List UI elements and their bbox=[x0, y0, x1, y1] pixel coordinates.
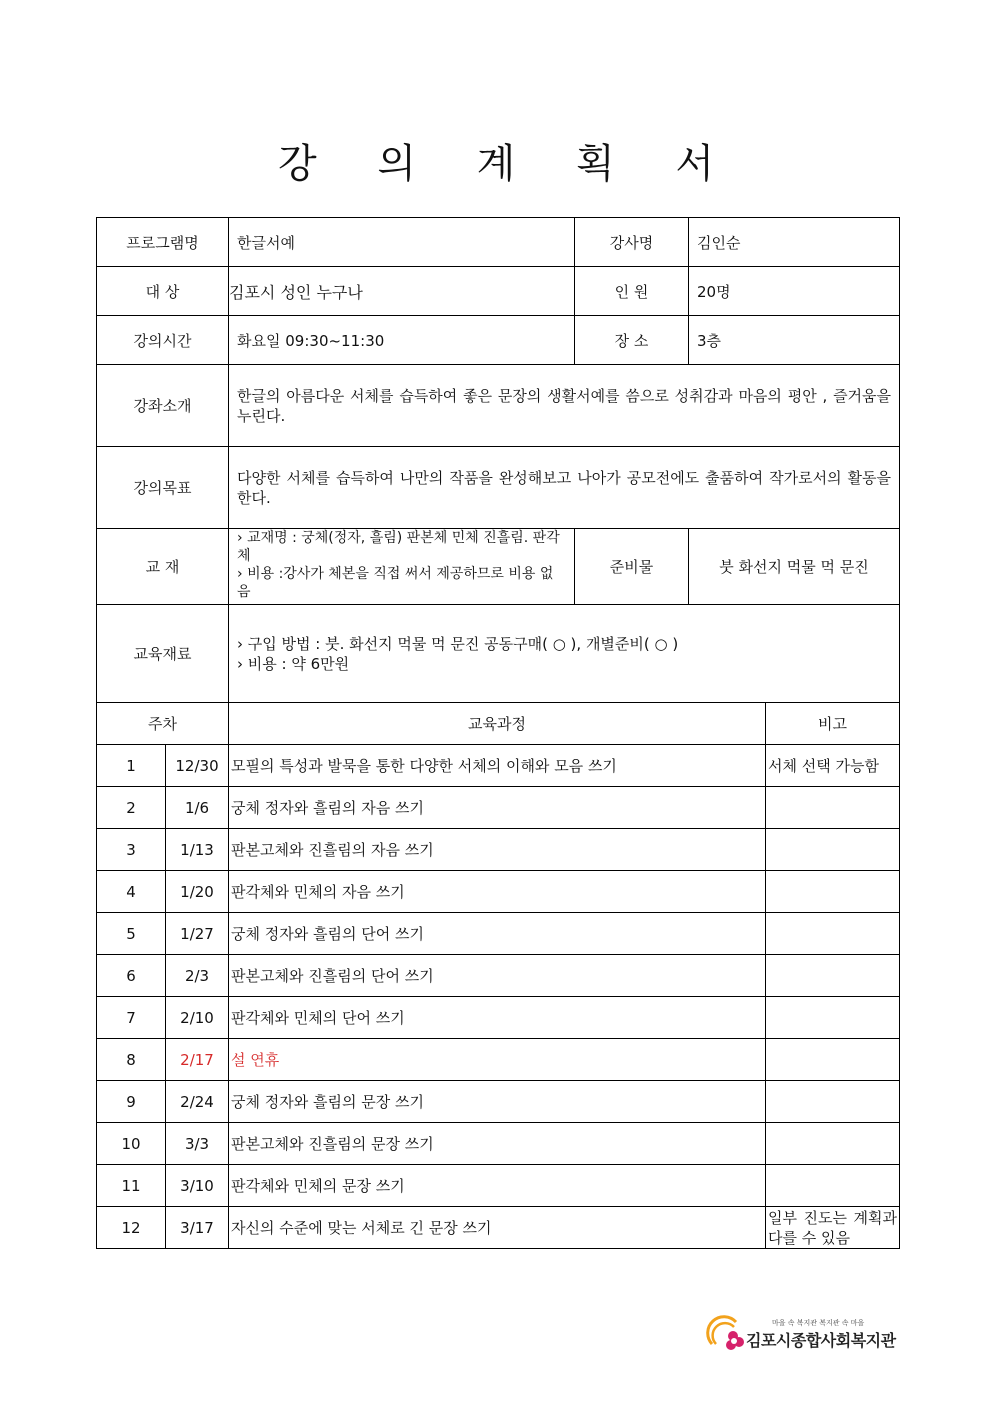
week-number: 1 bbox=[97, 745, 166, 787]
week-date: 12/30 bbox=[166, 745, 229, 787]
schedule-row bbox=[97, 955, 900, 997]
lecture-plan-table bbox=[96, 217, 900, 1249]
textbook-label: 교 재 bbox=[97, 529, 229, 605]
materials-label: 교육재료 bbox=[97, 605, 229, 703]
note-header: 비고 bbox=[766, 703, 900, 745]
week-date: 2/3 bbox=[166, 955, 229, 997]
schedule-row bbox=[97, 871, 900, 913]
course-content: 궁체 정자와 흘림의 자음 쓰기 bbox=[229, 787, 766, 829]
schedule-row bbox=[97, 1207, 900, 1249]
schedule-row bbox=[97, 745, 900, 787]
logo-name: 김포시종합사회복지관 bbox=[746, 1331, 896, 1350]
place-label: 장 소 bbox=[575, 316, 689, 365]
week-number: 8 bbox=[97, 1039, 166, 1081]
week-date: 1/6 bbox=[166, 787, 229, 829]
note-cell bbox=[766, 1039, 900, 1081]
week-number: 10 bbox=[97, 1123, 166, 1165]
week-date: 2/17 bbox=[166, 1039, 229, 1081]
week-date: 3/10 bbox=[166, 1165, 229, 1207]
week-number: 3 bbox=[97, 829, 166, 871]
instructor-value: 김인순 bbox=[689, 218, 900, 267]
info-row-program bbox=[97, 218, 900, 267]
textbook-value bbox=[229, 529, 575, 605]
welfare-center-logo bbox=[706, 1312, 902, 1362]
goal-value: 다양한 서체를 습득하여 나만의 작품을 완성해보고 나아가 공모전에도 출품하여 작가로서의 활동을 한다. bbox=[229, 447, 900, 529]
materials-value bbox=[229, 605, 900, 703]
info-row-textbook bbox=[97, 529, 900, 605]
intro-value: 한글의 아름다운 서체를 습득하여 좋은 문장의 생활서예를 씀으로 성취감과 마음의 평안 , 즐거움을 누린다. bbox=[229, 365, 900, 447]
week-header: 주차 bbox=[97, 703, 229, 745]
program-value: 한글서예 bbox=[229, 218, 575, 267]
note-cell: 서체 선택 가능함 bbox=[766, 745, 900, 787]
week-number: 5 bbox=[97, 913, 166, 955]
target-value: 김포시 성인 누구나 bbox=[229, 267, 575, 316]
note-cell bbox=[766, 871, 900, 913]
prep-value: 붓 화선지 먹물 먹 문진 bbox=[689, 529, 900, 605]
intro-label: 강좌소개 bbox=[97, 365, 229, 447]
note-cell: 일부 진도는 계획과 다를 수 있음 bbox=[766, 1207, 900, 1249]
page-title: 강 의 계 획 서 bbox=[277, 141, 739, 187]
info-row-materials bbox=[97, 605, 900, 703]
week-date: 1/20 bbox=[166, 871, 229, 913]
course-content: 궁체 정자와 흘림의 단어 쓰기 bbox=[229, 913, 766, 955]
textbook-cost: › 비용 :강사가 체본을 직접 써서 제공하므로 비용 없음 bbox=[237, 566, 554, 600]
week-number: 9 bbox=[97, 1081, 166, 1123]
target-label: 대 상 bbox=[97, 267, 229, 316]
info-row-time bbox=[97, 316, 900, 365]
people-label: 인 원 bbox=[575, 267, 689, 316]
program-label: 프로그램명 bbox=[97, 218, 229, 267]
course-content: 궁체 정자와 흘림의 문장 쓰기 bbox=[229, 1081, 766, 1123]
schedule-row bbox=[97, 1123, 900, 1165]
course-content: 판각체와 민체의 문장 쓰기 bbox=[229, 1165, 766, 1207]
info-row-goal bbox=[97, 447, 900, 529]
course-content: 판본고체와 진흘림의 자음 쓰기 bbox=[229, 829, 766, 871]
schedule-row bbox=[97, 787, 900, 829]
goal-label: 강의목표 bbox=[97, 447, 229, 529]
info-row-intro bbox=[97, 365, 900, 447]
week-date: 3/17 bbox=[166, 1207, 229, 1249]
schedule-row bbox=[97, 997, 900, 1039]
materials-cost: › 비용 : 약 6만원 bbox=[237, 654, 350, 673]
week-date: 1/13 bbox=[166, 829, 229, 871]
logo-mark-icon bbox=[706, 1314, 750, 1358]
schedule-row bbox=[97, 913, 900, 955]
course-content: 설 연휴 bbox=[229, 1039, 766, 1081]
textbook-name: › 교재명 : 궁체(정자, 흘림) 판본체 민체 진흘림. 판각체 bbox=[237, 530, 560, 564]
week-number: 6 bbox=[97, 955, 166, 997]
note-cell bbox=[766, 913, 900, 955]
schedule-row bbox=[97, 1165, 900, 1207]
week-date: 1/27 bbox=[166, 913, 229, 955]
note-cell bbox=[766, 955, 900, 997]
note-cell bbox=[766, 787, 900, 829]
week-number: 11 bbox=[97, 1165, 166, 1207]
course-content: 판본고체와 진흘림의 단어 쓰기 bbox=[229, 955, 766, 997]
note-cell bbox=[766, 1165, 900, 1207]
course-content: 판각체와 민체의 단어 쓰기 bbox=[229, 997, 766, 1039]
course-content: 모필의 특성과 발묵을 통한 다양한 서체의 이해와 모음 쓰기 bbox=[229, 745, 766, 787]
materials-purchase: › 구입 방법 : 붓. 화선지 먹물 먹 문진 공동구매( ○ ), 개별준비( ○ ) bbox=[237, 634, 679, 653]
week-date: 3/3 bbox=[166, 1123, 229, 1165]
prep-label: 준비물 bbox=[575, 529, 689, 605]
schedule-row bbox=[97, 1039, 900, 1081]
info-row-target bbox=[97, 267, 900, 316]
time-label: 강의시간 bbox=[97, 316, 229, 365]
week-number: 4 bbox=[97, 871, 166, 913]
note-cell bbox=[766, 1123, 900, 1165]
week-number: 12 bbox=[97, 1207, 166, 1249]
schedule-row bbox=[97, 829, 900, 871]
note-cell bbox=[766, 997, 900, 1039]
logo-tagline: 마을 속 복지관 복지관 속 마을 bbox=[772, 1319, 865, 1327]
place-value: 3층 bbox=[689, 316, 900, 365]
week-number: 7 bbox=[97, 997, 166, 1039]
note-cell bbox=[766, 829, 900, 871]
schedule-row bbox=[97, 1081, 900, 1123]
week-date: 2/24 bbox=[166, 1081, 229, 1123]
week-number: 2 bbox=[97, 787, 166, 829]
time-value: 화요일 09:30~11:30 bbox=[229, 316, 575, 365]
schedule-header-row bbox=[97, 703, 900, 745]
week-date: 2/10 bbox=[166, 997, 229, 1039]
course-header: 교육과정 bbox=[229, 703, 766, 745]
people-value: 20명 bbox=[689, 267, 900, 316]
course-content: 판각체와 민체의 자음 쓰기 bbox=[229, 871, 766, 913]
note-cell bbox=[766, 1081, 900, 1123]
course-content: 자신의 수준에 맞는 서체로 긴 문장 쓰기 bbox=[229, 1207, 766, 1249]
course-content: 판본고체와 진흘림의 문장 쓰기 bbox=[229, 1123, 766, 1165]
instructor-label: 강사명 bbox=[575, 218, 689, 267]
